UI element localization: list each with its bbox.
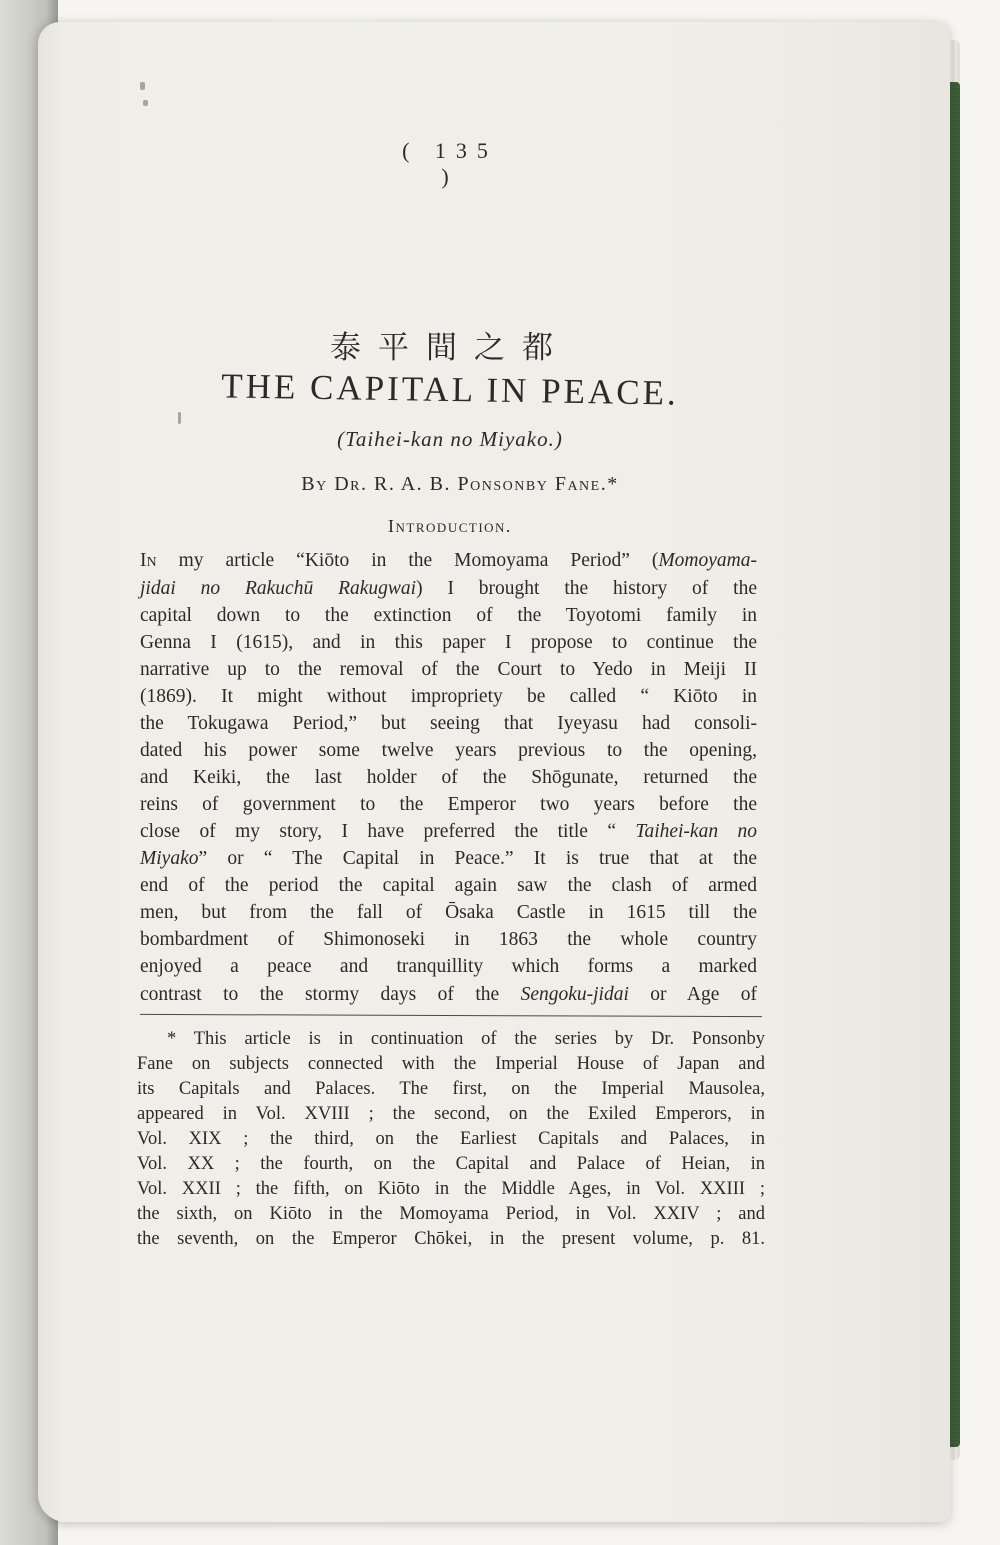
footnote-line: Vol. XIX ; the third, on the Earliest Capitals and Palaces, in <box>137 1129 765 1149</box>
body-line: end of the period the capital again saw the clash of armed <box>140 875 757 896</box>
body-line: the Tokugawa Period,” but seeing that Iyeyasu had consoli- <box>140 713 757 734</box>
footnote-line: its Capitals and Palaces. The first, on the Imperial Mausolea, <box>137 1079 765 1099</box>
body-line: bombardment of Shimonoseki in 1863 the whole country <box>140 929 757 950</box>
paper-speck <box>143 100 148 106</box>
footnote-line: appeared in Vol. XVIII ; the second, on the Exiled Emperors, in <box>137 1104 765 1124</box>
footnote-line: * This article is in continuation of the series by Dr. Ponsonby <box>167 1029 765 1049</box>
body-line: (1869). It might without impropriety be called “ Kiōto in <box>140 686 757 707</box>
body-line: jidai no Rakuchū Rakugwai) I brought the history of the <box>140 578 757 599</box>
body-line: men, but from the fall of Ōsaka Castle in 1615 till the <box>140 902 757 923</box>
kanji-title: 泰平間之都 <box>330 330 570 366</box>
body-line: reins of government to the Emperor two years before the <box>140 794 757 815</box>
body-line: contrast to the stormy days of the Sengoku-jidai or Age of <box>140 984 757 1005</box>
footnote-line: the sixth, on Kiōto in the Momoyama Period, in Vol. XXIV ; and <box>137 1204 765 1224</box>
article-subtitle: (Taihei-kan no Miyako.) <box>337 427 563 451</box>
page-number: ( 135 ) <box>402 138 498 189</box>
body-line: dated his power some twelve years previous to the opening, <box>140 740 757 761</box>
body-line: narrative up to the removal of the Court to Yedo in Meiji II <box>140 659 757 680</box>
body-line: and Keiki, the last holder of the Shōgunate, returned the <box>140 767 757 788</box>
footnote-line: Vol. XXII ; the fifth, on Kiōto in the Middle Ages, in Vol. XXIII ; <box>137 1179 765 1199</box>
body-line: capital down to the extinction of the Toyotomi family in <box>140 605 757 626</box>
section-heading: Introduction. <box>388 516 512 536</box>
paper-speck <box>140 82 145 90</box>
footnote-line: the seventh, on the Emperor Chōkei, in the present volume, p. 81. <box>137 1229 765 1249</box>
body-line: Genna I (1615), and in this paper I propose to continue the <box>140 632 757 653</box>
footnote-line: Fane on subjects connected with the Imperial House of Japan and <box>137 1054 765 1074</box>
author-byline: By Dr. R. A. B. Ponsonby Fane.* <box>301 473 619 495</box>
body-line: In my article “Kiōto in the Momoyama Period” (Momoyama- <box>140 550 757 571</box>
footnote-line: Vol. XX ; the fourth, on the Capital and Palace of Heian, in <box>137 1154 765 1174</box>
paper-speck <box>178 412 181 424</box>
body-line: Miyako” or “ The Capital in Peace.” It is true that at the <box>140 848 757 869</box>
article-title: THE CAPITAL IN PEACE. <box>220 366 680 413</box>
body-line: close of my story, I have preferred the title “ Taihei-kan no <box>140 821 757 842</box>
body-line: enjoyed a peace and tranquillity which forms a marked <box>140 956 757 977</box>
